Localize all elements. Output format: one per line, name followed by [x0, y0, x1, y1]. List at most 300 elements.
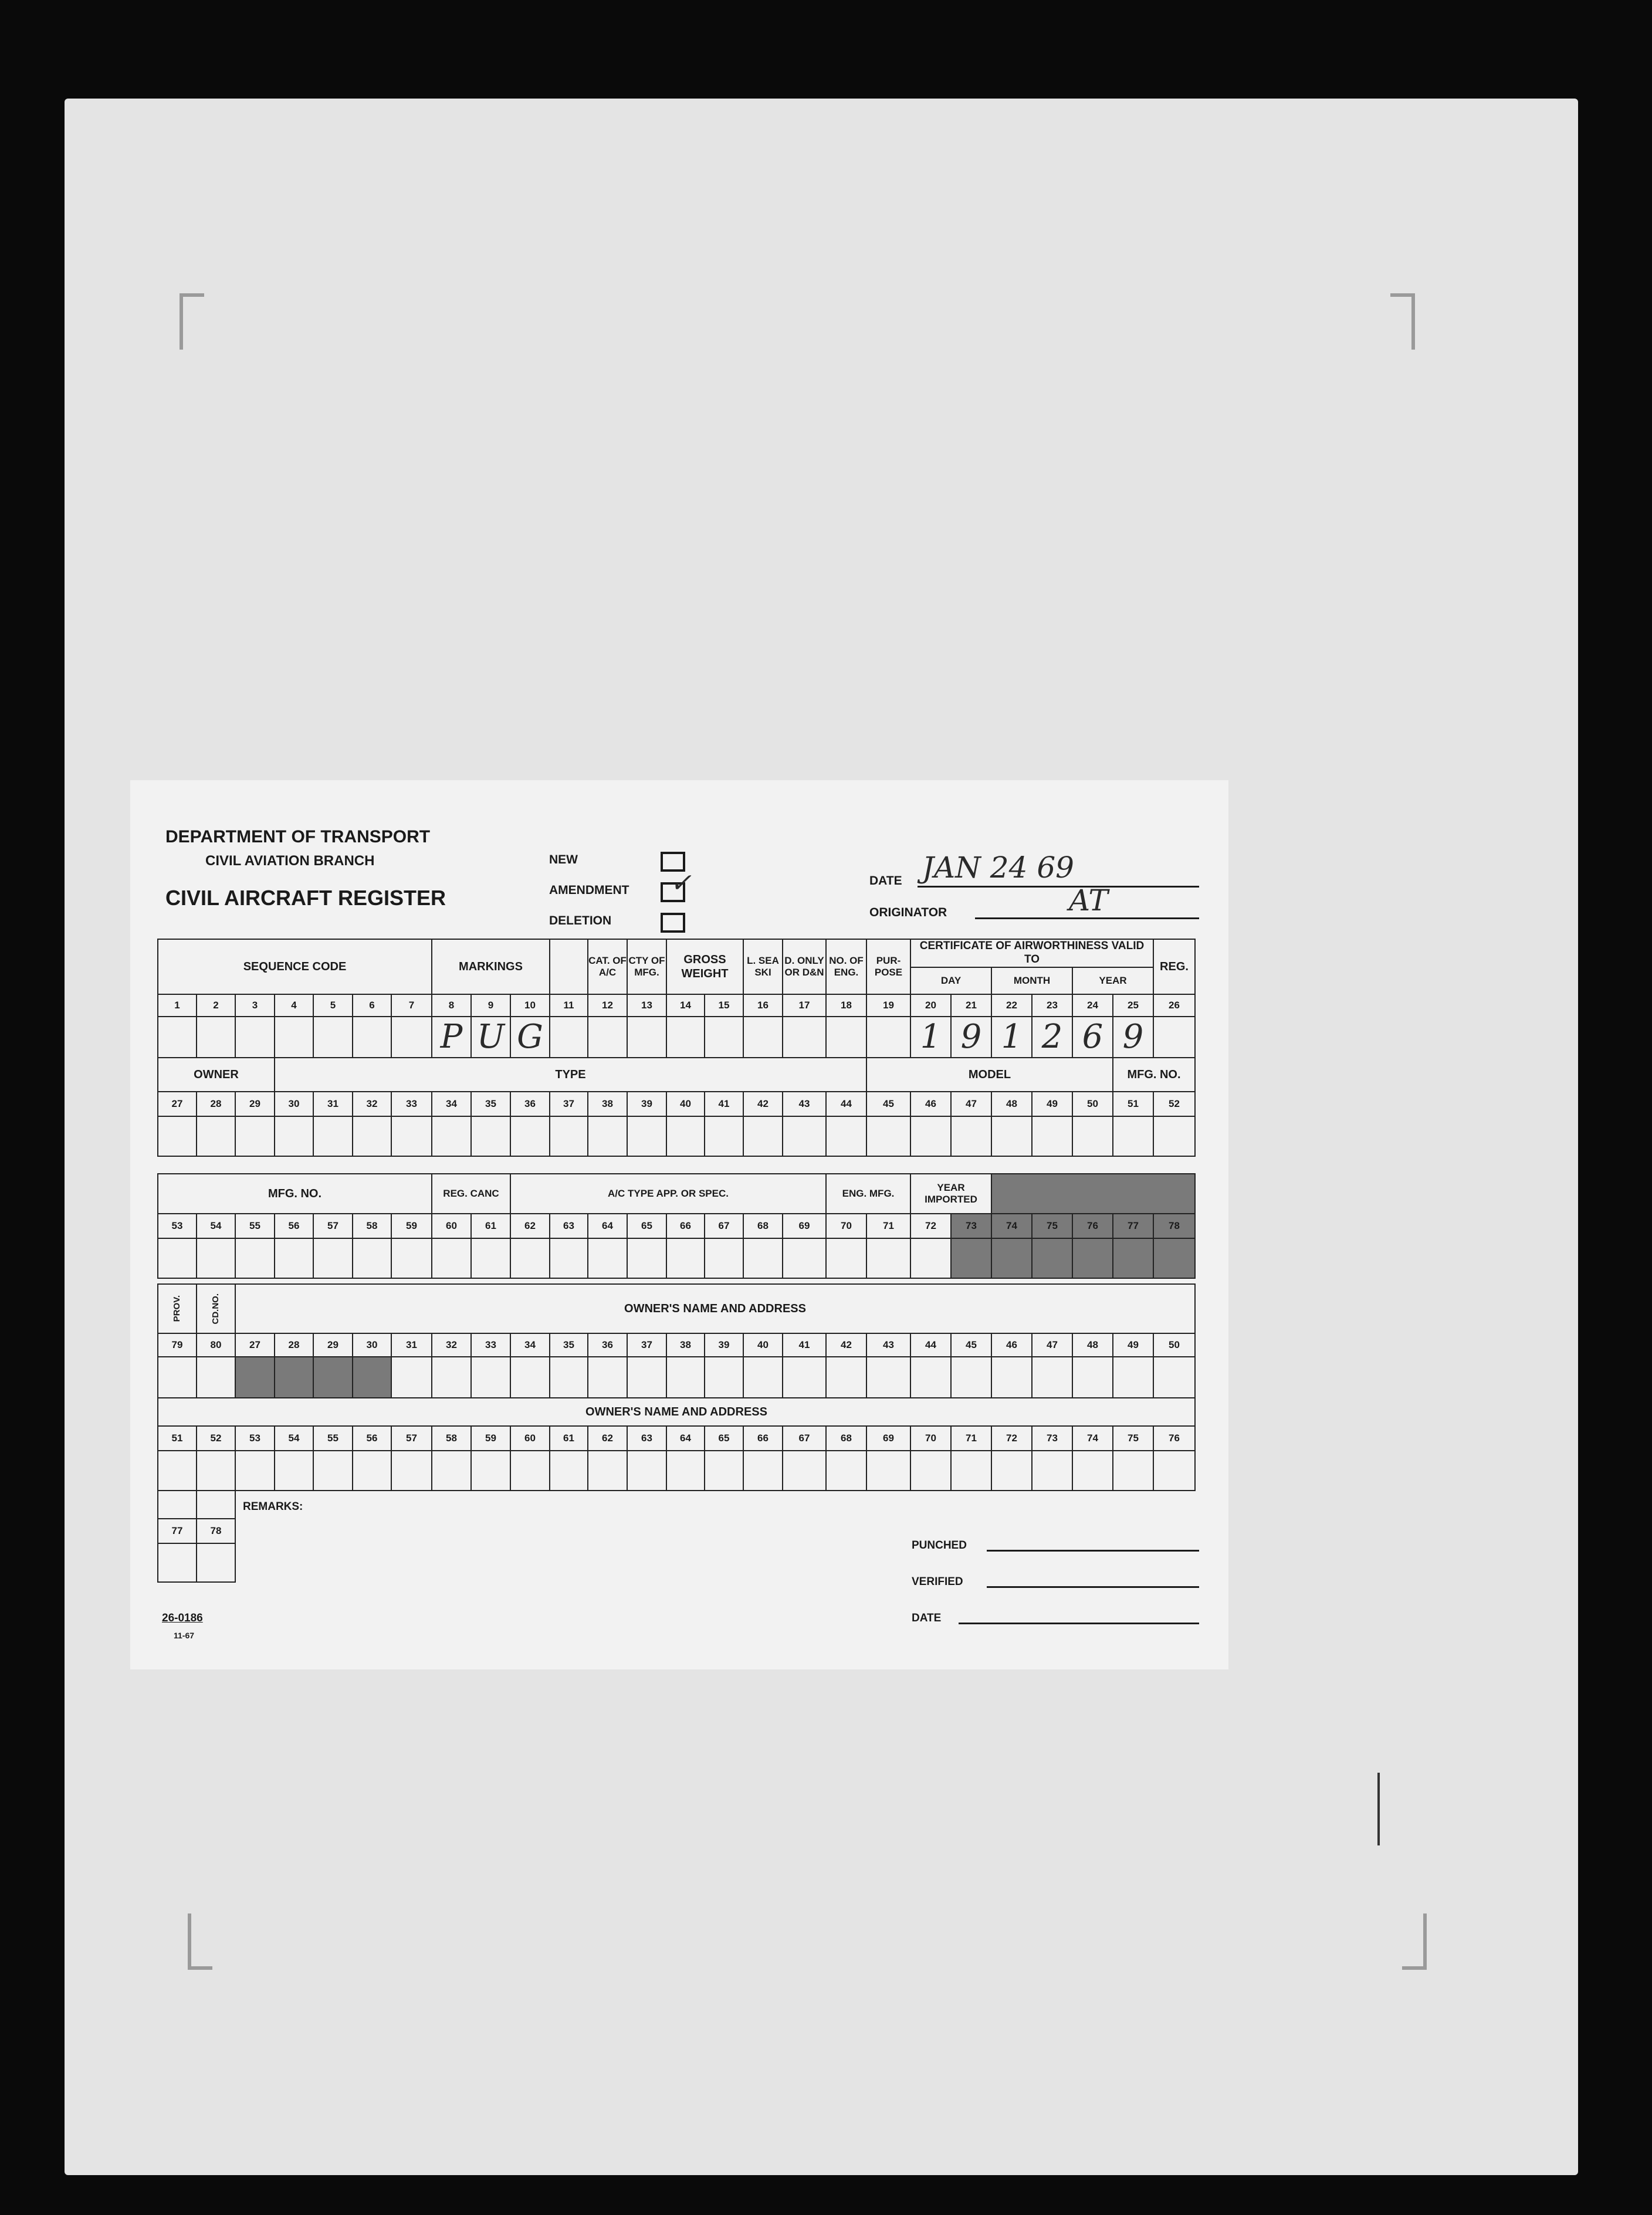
col-num: 54	[274, 1425, 314, 1451]
col-num: 70	[910, 1425, 952, 1451]
col-num: 49	[1112, 1333, 1154, 1357]
data-cell[interactable]	[704, 1016, 744, 1058]
col-num: 3	[235, 994, 275, 1017]
col-num: 73	[950, 1213, 992, 1239]
data-cell[interactable]	[510, 1116, 550, 1157]
col-num: 18	[825, 994, 867, 1017]
col-num: 8	[431, 994, 472, 1017]
data-cell[interactable]	[196, 1016, 236, 1058]
col-num: 62	[510, 1213, 550, 1239]
data-cell[interactable]	[587, 1116, 628, 1157]
col-num: 58	[431, 1425, 472, 1451]
col-num: 17	[782, 994, 827, 1017]
col-num: 27	[157, 1091, 197, 1117]
marking-cell[interactable]: G	[510, 1016, 550, 1058]
month-header: MONTH	[991, 967, 1073, 995]
col-num: 44	[825, 1091, 867, 1117]
data-cell[interactable]	[549, 1450, 588, 1491]
data-cell[interactable]	[1072, 1116, 1113, 1157]
col-num: 11	[549, 994, 588, 1017]
col-num: 56	[352, 1425, 392, 1451]
data-cell[interactable]	[866, 1116, 911, 1157]
data-cell[interactable]	[743, 1238, 783, 1279]
noeng-header: NO. OF ENG.	[825, 939, 867, 995]
col-num: 39	[627, 1091, 667, 1117]
data-cell[interactable]	[470, 1116, 511, 1157]
col-num: 52	[1153, 1091, 1196, 1117]
col-num: 76	[1072, 1213, 1113, 1239]
col-num: 64	[587, 1213, 628, 1239]
data-cell[interactable]	[549, 1116, 588, 1157]
col-num: 56	[274, 1213, 314, 1239]
col-num: 24	[1072, 994, 1113, 1017]
col-num: 59	[391, 1213, 432, 1239]
col-num: 38	[666, 1333, 705, 1357]
data-cell[interactable]	[391, 1450, 432, 1491]
cert-year-cell[interactable]: 6	[1072, 1016, 1113, 1058]
data-cell[interactable]	[587, 1238, 628, 1279]
col-num: 72	[910, 1213, 952, 1239]
data-cell[interactable]	[627, 1116, 667, 1157]
year-imported-header: YEAR IMPORTED	[910, 1173, 992, 1214]
shaded-cell	[313, 1356, 353, 1398]
col-num: 37	[549, 1091, 588, 1117]
col-num: 74	[1072, 1425, 1113, 1451]
col-num: 72	[991, 1425, 1032, 1451]
data-cell[interactable]	[743, 1450, 783, 1491]
data-cell[interactable]	[431, 1116, 472, 1157]
col-num: 78	[1153, 1213, 1196, 1239]
col-num: 5	[313, 994, 353, 1017]
originator-label: ORIGINATOR	[869, 906, 947, 919]
spacer-cell	[157, 1490, 197, 1519]
shaded-cell	[274, 1356, 314, 1398]
data-cell[interactable]	[235, 1116, 275, 1157]
date-label: DATE	[869, 874, 902, 888]
col-num: 69	[782, 1213, 827, 1239]
col-num: 67	[704, 1213, 744, 1239]
data-cell[interactable]	[627, 1450, 667, 1491]
col-num: 45	[950, 1333, 992, 1357]
col-num: 33	[470, 1333, 511, 1357]
col-num: 13	[627, 994, 667, 1017]
col-num: 39	[704, 1333, 744, 1357]
data-cell[interactable]	[627, 1356, 667, 1398]
data-cell[interactable]	[313, 1450, 353, 1491]
donly-header: D. ONLY OR D&N	[782, 939, 827, 995]
shaded-cell	[1153, 1238, 1196, 1279]
eng-mfg-header: ENG. MFG.	[825, 1173, 911, 1214]
data-cell[interactable]	[627, 1238, 667, 1279]
col-num: 77	[157, 1518, 197, 1544]
col-num: 58	[352, 1213, 392, 1239]
crop-mark-top-right	[1390, 293, 1415, 350]
col-num: 15	[704, 994, 744, 1017]
col-num: 76	[1153, 1425, 1196, 1451]
data-cell[interactable]	[910, 1116, 952, 1157]
col-num: 28	[196, 1091, 236, 1117]
verified-label: VERIFIED	[912, 1576, 963, 1588]
col-num: 51	[1112, 1091, 1154, 1117]
data-cell[interactable]	[470, 1238, 511, 1279]
data-cell[interactable]	[196, 1116, 236, 1157]
data-cell[interactable]	[549, 1238, 588, 1279]
col-num: 36	[587, 1333, 628, 1357]
data-cell[interactable]	[666, 1356, 705, 1398]
data-cell[interactable]	[196, 1543, 236, 1583]
data-cell[interactable]	[704, 1356, 744, 1398]
prov-header	[157, 1283, 197, 1334]
data-cell[interactable]	[196, 1356, 236, 1398]
prov-label: PROV.	[172, 1295, 182, 1322]
shaded-cell	[991, 1238, 1032, 1279]
col-num: 48	[1072, 1333, 1113, 1357]
data-cell[interactable]	[782, 1016, 827, 1058]
data-cell[interactable]	[825, 1356, 867, 1398]
col-num: 50	[1072, 1091, 1113, 1117]
punched-line	[987, 1550, 1199, 1552]
data-cell[interactable]	[587, 1356, 628, 1398]
mfgno-header-2: MFG. NO.	[157, 1173, 432, 1214]
col-num: 38	[587, 1091, 628, 1117]
data-cell[interactable]	[196, 1450, 236, 1491]
data-cell[interactable]	[704, 1238, 744, 1279]
markings-header: MARKINGS	[431, 939, 550, 995]
branch-title: CIVIL AVIATION BRANCH	[205, 853, 375, 869]
new-label: NEW	[549, 853, 578, 866]
col-num: 55	[313, 1425, 353, 1451]
col-num: 75	[1112, 1425, 1154, 1451]
model-header: MODEL	[866, 1057, 1113, 1092]
data-cell[interactable]	[157, 1356, 197, 1398]
col-num: 45	[866, 1091, 911, 1117]
data-cell[interactable]	[1072, 1356, 1113, 1398]
col-num: 55	[235, 1213, 275, 1239]
col-num: 19	[866, 994, 911, 1017]
check-mark: ✓	[670, 868, 692, 898]
data-cell[interactable]	[470, 1356, 511, 1398]
deletion-label: DELETION	[549, 914, 612, 927]
data-cell[interactable]	[157, 1238, 197, 1279]
shaded-cell	[1031, 1238, 1073, 1279]
data-cell[interactable]	[510, 1450, 550, 1491]
data-cell[interactable]	[274, 1116, 314, 1157]
data-cell[interactable]	[196, 1238, 236, 1279]
gross-weight-header: GROSS WEIGHT	[666, 939, 744, 995]
register-title: CIVIL AIRCRAFT REGISTER	[165, 886, 446, 910]
data-cell[interactable]	[743, 1356, 783, 1398]
shaded-area	[991, 1173, 1196, 1214]
marking-cell[interactable]: P	[431, 1016, 472, 1058]
col-num: 68	[743, 1213, 783, 1239]
data-cell[interactable]	[950, 1116, 992, 1157]
col-num: 21	[950, 994, 992, 1017]
col-num: 37	[627, 1333, 667, 1357]
col-num: 9	[470, 994, 511, 1017]
data-cell[interactable]	[1153, 1450, 1196, 1491]
data-cell[interactable]	[1112, 1356, 1154, 1398]
data-cell[interactable]	[991, 1356, 1032, 1398]
col-num: 59	[470, 1425, 511, 1451]
col-num: 31	[313, 1091, 353, 1117]
col-num: 70	[825, 1213, 867, 1239]
data-cell[interactable]	[866, 1450, 911, 1491]
cty-header: CTY OF MFG.	[627, 939, 667, 995]
crop-mark-bottom-left	[188, 1913, 212, 1970]
crop-mark-bottom-right	[1402, 1913, 1427, 1970]
data-cell[interactable]	[431, 1450, 472, 1491]
shaded-cell	[1072, 1238, 1113, 1279]
owner-name-header-2: OWNER'S NAME AND ADDRESS	[157, 1397, 1196, 1427]
col-num: 27	[235, 1333, 275, 1357]
col-num: 20	[910, 994, 952, 1017]
data-cell[interactable]	[910, 1450, 952, 1491]
col-num: 62	[587, 1425, 628, 1451]
cdno-header	[196, 1283, 236, 1334]
col-num: 57	[391, 1425, 432, 1451]
col-num: 35	[470, 1091, 511, 1117]
data-cell[interactable]	[825, 1450, 867, 1491]
register-card	[130, 780, 1228, 1669]
data-cell[interactable]	[1031, 1450, 1073, 1491]
col-num: 10	[510, 994, 550, 1017]
data-cell[interactable]	[157, 1116, 197, 1157]
cert-year-cell[interactable]: 9	[1112, 1016, 1154, 1058]
data-cell[interactable]	[587, 1450, 628, 1491]
data-cell[interactable]	[352, 1016, 392, 1058]
data-cell[interactable]	[391, 1016, 432, 1058]
data-cell[interactable]	[666, 1116, 705, 1157]
col-num: 35	[549, 1333, 588, 1357]
data-cell[interactable]	[866, 1238, 911, 1279]
col-num: 43	[782, 1091, 827, 1117]
col-num: 31	[391, 1333, 432, 1357]
col-num: 53	[157, 1213, 197, 1239]
col-num: 1	[157, 994, 197, 1017]
data-cell[interactable]	[666, 1016, 705, 1058]
data-cell[interactable]	[910, 1238, 952, 1279]
cat-header: CAT. OF A/C	[587, 939, 628, 995]
data-cell[interactable]	[352, 1450, 392, 1491]
col-num: 71	[866, 1213, 911, 1239]
data-cell[interactable]	[1072, 1450, 1113, 1491]
date-label-2: DATE	[912, 1612, 942, 1624]
data-cell[interactable]	[510, 1238, 550, 1279]
shaded-cell	[235, 1356, 275, 1398]
data-cell[interactable]	[1112, 1450, 1154, 1491]
col-num: 42	[825, 1333, 867, 1357]
col-num: 4	[274, 994, 314, 1017]
col-num: 66	[743, 1425, 783, 1451]
col-num: 57	[313, 1213, 353, 1239]
data-cell[interactable]	[782, 1116, 827, 1157]
col-num: 65	[704, 1425, 744, 1451]
col-num: 78	[196, 1518, 236, 1544]
col-num: 79	[157, 1333, 197, 1357]
col-num: 6	[352, 994, 392, 1017]
data-cell[interactable]	[910, 1356, 952, 1398]
data-cell[interactable]	[157, 1543, 197, 1583]
data-cell[interactable]	[950, 1450, 992, 1491]
col-num: 68	[825, 1425, 867, 1451]
data-cell[interactable]	[1153, 1116, 1196, 1157]
data-cell[interactable]	[782, 1450, 827, 1491]
col-num: 23	[1031, 994, 1073, 1017]
col-num: 12	[587, 994, 628, 1017]
department-title: DEPARTMENT OF TRANSPORT	[165, 827, 431, 846]
data-cell[interactable]	[825, 1016, 867, 1058]
data-cell[interactable]	[431, 1238, 472, 1279]
data-cell[interactable]	[391, 1238, 432, 1279]
col-num: 65	[627, 1213, 667, 1239]
cdno-label: CD.NO.	[211, 1293, 221, 1325]
data-cell[interactable]	[782, 1356, 827, 1398]
col-num: 40	[666, 1091, 705, 1117]
col-num: 60	[431, 1213, 472, 1239]
col-num: 46	[910, 1091, 952, 1117]
col-num: 73	[1031, 1425, 1073, 1451]
data-cell[interactable]	[510, 1356, 550, 1398]
shaded-cell	[950, 1238, 992, 1279]
data-cell[interactable]	[743, 1116, 783, 1157]
col-num: 49	[1031, 1091, 1073, 1117]
col11-header	[549, 939, 588, 995]
col-num: 29	[313, 1333, 353, 1357]
data-cell[interactable]	[235, 1238, 275, 1279]
col-num: 14	[666, 994, 705, 1017]
shaded-cell	[1112, 1238, 1154, 1279]
col-num: 50	[1153, 1333, 1196, 1357]
data-cell[interactable]	[391, 1356, 432, 1398]
marking-cell[interactable]: U	[470, 1016, 511, 1058]
cert-month-cell[interactable]: 2	[1031, 1016, 1073, 1058]
data-cell[interactable]	[1153, 1356, 1196, 1398]
data-cell[interactable]	[866, 1356, 911, 1398]
pen-mark	[1377, 1773, 1380, 1845]
col-num: 7	[391, 994, 432, 1017]
col-num: 63	[627, 1425, 667, 1451]
owner-name-header: OWNER'S NAME AND ADDRESS	[235, 1283, 1196, 1334]
col-num: 47	[1031, 1333, 1073, 1357]
col-num: 47	[950, 1091, 992, 1117]
col-num: 29	[235, 1091, 275, 1117]
col-num: 80	[196, 1333, 236, 1357]
col-num: 63	[549, 1213, 588, 1239]
data-cell[interactable]	[1031, 1356, 1073, 1398]
data-cell[interactable]	[313, 1116, 353, 1157]
shaded-cell	[352, 1356, 392, 1398]
data-cell[interactable]	[235, 1450, 275, 1491]
punched-label: PUNCHED	[912, 1539, 967, 1552]
data-cell[interactable]	[549, 1016, 588, 1058]
originator-line	[975, 917, 1199, 919]
reg-canc-header: REG. CANC	[431, 1173, 511, 1214]
col-num: 53	[235, 1425, 275, 1451]
col-num: 42	[743, 1091, 783, 1117]
col-num: 36	[510, 1091, 550, 1117]
col-num: 48	[991, 1091, 1032, 1117]
col-num: 34	[431, 1091, 472, 1117]
date-line	[918, 886, 1199, 888]
col-num: 43	[866, 1333, 911, 1357]
amendment-label: AMENDMENT	[549, 883, 629, 897]
owner-header: OWNER	[157, 1057, 275, 1092]
data-cell[interactable]	[587, 1016, 628, 1058]
data-cell[interactable]	[274, 1238, 314, 1279]
data-cell[interactable]	[235, 1016, 275, 1058]
data-cell[interactable]	[391, 1116, 432, 1157]
col-num: 33	[391, 1091, 432, 1117]
data-cell[interactable]	[782, 1238, 827, 1279]
data-cell[interactable]	[352, 1238, 392, 1279]
data-cell[interactable]	[274, 1450, 314, 1491]
data-cell[interactable]	[313, 1238, 353, 1279]
col-num: 34	[510, 1333, 550, 1357]
col-num: 67	[782, 1425, 827, 1451]
data-cell[interactable]	[666, 1238, 705, 1279]
year-header: YEAR	[1072, 967, 1154, 995]
data-cell[interactable]	[704, 1116, 744, 1157]
data-cell[interactable]	[352, 1116, 392, 1157]
col-num: 44	[910, 1333, 952, 1357]
data-cell[interactable]	[825, 1238, 867, 1279]
data-cell[interactable]	[1112, 1116, 1154, 1157]
data-cell[interactable]	[1031, 1116, 1073, 1157]
data-cell[interactable]	[1153, 1016, 1196, 1058]
col-num: 77	[1112, 1213, 1154, 1239]
col-num: 46	[991, 1333, 1032, 1357]
data-cell[interactable]	[470, 1450, 511, 1491]
col-num: 74	[991, 1213, 1032, 1239]
col-num: 32	[431, 1333, 472, 1357]
col-num: 26	[1153, 994, 1196, 1017]
date-value: JAN 24 69	[922, 851, 1074, 885]
col-num: 51	[157, 1425, 197, 1451]
data-cell[interactable]	[704, 1450, 744, 1491]
data-cell[interactable]	[157, 1450, 197, 1491]
lsea-header: L. SEA SKI	[743, 939, 783, 995]
data-cell[interactable]	[825, 1116, 867, 1157]
data-cell[interactable]	[431, 1356, 472, 1398]
data-cell[interactable]	[157, 1016, 197, 1058]
deletion-checkbox[interactable]	[661, 913, 685, 933]
col-num: 30	[352, 1333, 392, 1357]
spacer-cell	[196, 1490, 236, 1519]
col-num: 41	[704, 1091, 744, 1117]
cert-day-cell[interactable]: 1	[910, 1016, 952, 1058]
data-cell[interactable]	[549, 1356, 588, 1398]
data-cell[interactable]	[991, 1450, 1032, 1491]
mfgno-header: MFG. NO.	[1112, 1057, 1196, 1092]
col-num: 22	[991, 994, 1032, 1017]
data-cell[interactable]	[743, 1016, 783, 1058]
data-cell[interactable]	[313, 1016, 353, 1058]
data-cell[interactable]	[866, 1016, 911, 1058]
form-number: 26-0186	[162, 1612, 203, 1624]
data-cell[interactable]	[666, 1450, 705, 1491]
day-header: DAY	[910, 967, 992, 995]
cert-day-cell[interactable]: 9	[950, 1016, 992, 1058]
data-cell[interactable]	[627, 1016, 667, 1058]
cert-month-cell[interactable]: 1	[991, 1016, 1032, 1058]
col-num: 60	[510, 1425, 550, 1451]
col-num: 54	[196, 1213, 236, 1239]
col-num: 69	[866, 1425, 911, 1451]
data-cell[interactable]	[991, 1116, 1032, 1157]
actype-header: A/C TYPE APP. OR SPEC.	[510, 1173, 827, 1214]
data-cell[interactable]	[950, 1356, 992, 1398]
data-cell[interactable]	[274, 1016, 314, 1058]
